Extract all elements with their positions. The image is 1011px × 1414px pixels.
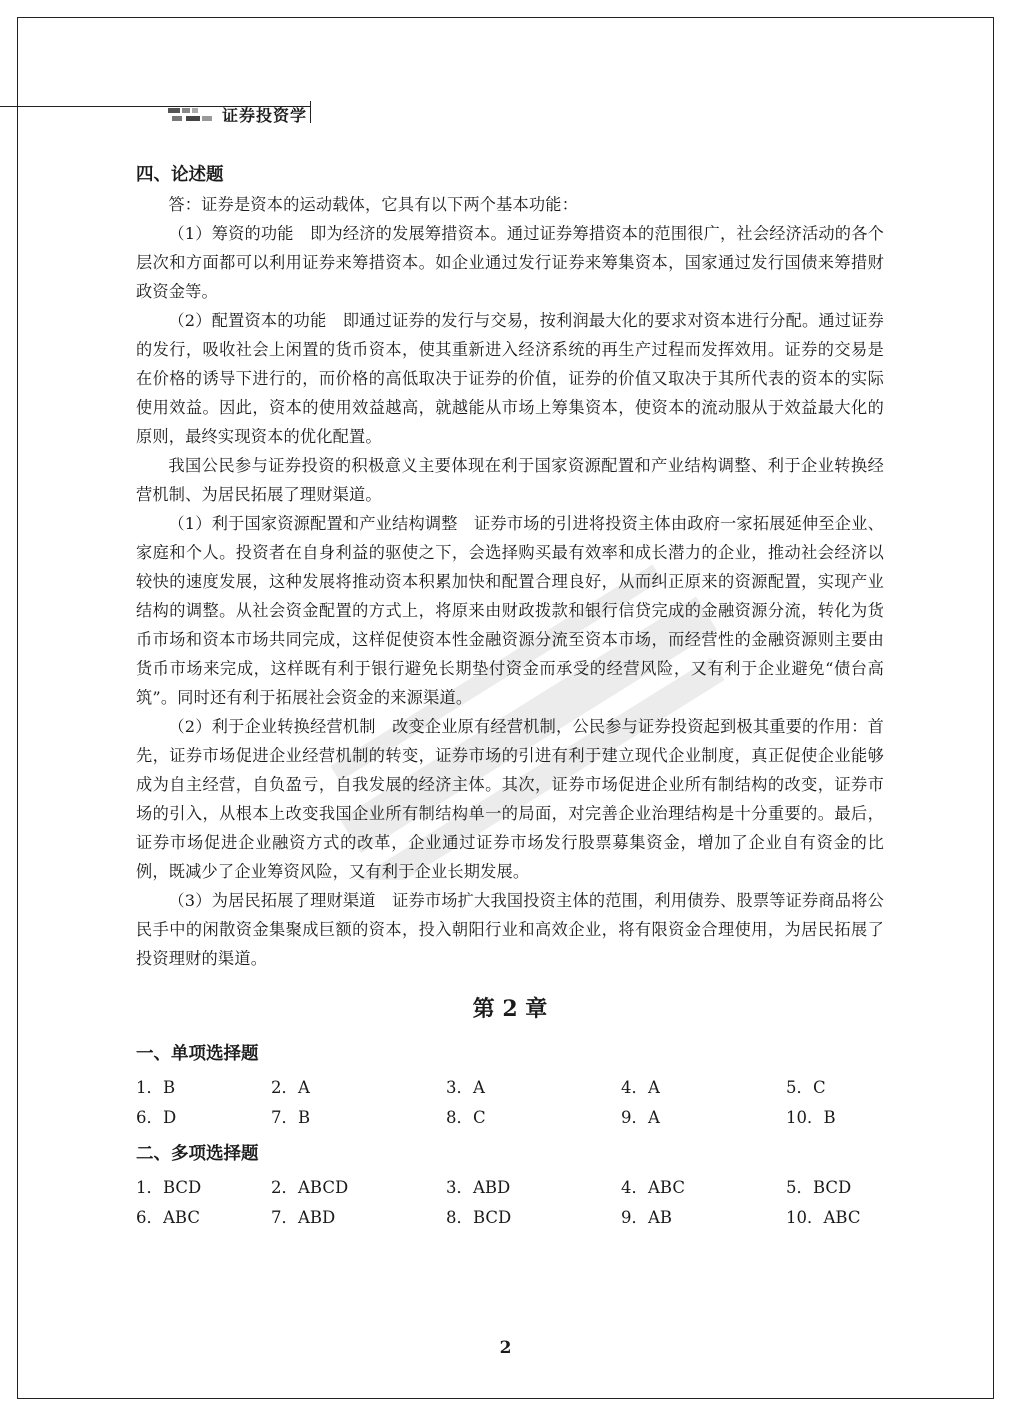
- answer-item: 3．A: [446, 1078, 485, 1097]
- paragraph-financing-function: （1）筹资的功能 即为经济的发展筹措资本。通过证券筹措资本的范围很广，社会经济活动的各个层次和方面都可以利用证券来筹措资本。如企业通过发行证券来筹集资本，国家通过发行国债来筹措财政资金等。: [136, 224, 884, 301]
- answer-item: 5．C: [786, 1078, 826, 1097]
- section-heading-essay: 四、论述题: [136, 165, 224, 185]
- chapter-title: 第 2 章: [472, 996, 548, 1022]
- answer-item: 6．D: [136, 1108, 177, 1127]
- answer-item: 3．ABD: [446, 1178, 511, 1197]
- paragraph-significance-intro: 我国公民参与证券投资的积极意义主要体现在利于国家资源配置和产业结构调整、利于企业转换经营机制、为居民拓展了理财渠道。: [136, 456, 884, 504]
- answer-item: 4．A: [621, 1078, 660, 1097]
- answer-item: 1．BCD: [136, 1178, 202, 1197]
- page-content: [136, 160, 884, 1239]
- paragraph-resource-allocation: （1）利于国家资源配置和产业结构调整 证券市场的引进将投资主体由政府一家拓展延伸至企业、家庭和个人。投资者在自身利益的驱使之下，会选择购买最有效率和成长潜力的企业，推动社会经济以较快的速度发展，这种发展将推动资本积累加快和配置合理良好，从而纠正原来的资源配置，实现产业结构的调整。从社会资金配置的方式上，将原来由财政拨款和银行信贷完成的金融资源分流，转化为货币市场和资本市场共同完成，这样促使资本性金融资源分流至资本市场，而经营性的金融资源则主要由货币市场来完成，这样既有利于银行避免长期垫付资金而承受的经营风险，又有利于企业避免“债台高筑”。同时还有利于拓展社会资金的来源渠道。: [136, 514, 884, 707]
- section-heading-single-choice: 一、单项选择题: [136, 1044, 259, 1064]
- answer-item: 2．ABCD: [271, 1178, 349, 1197]
- answer-item: 6．ABC: [136, 1208, 200, 1227]
- multi-choice-answers: [136, 1173, 884, 1233]
- running-header-title: 证券投资学: [222, 106, 308, 125]
- single-choice-answers: [136, 1073, 884, 1133]
- answer-item: 1．B: [136, 1078, 176, 1097]
- answer-item: 4．ABC: [621, 1178, 685, 1197]
- answer-item: 5．BCD: [786, 1178, 852, 1197]
- header-divider: [310, 101, 311, 123]
- answer-item: 10．ABC: [786, 1208, 861, 1227]
- paragraph-enterprise-mechanism: （2）利于企业转换经营机制 改变企业原有经营机制，公民参与证券投资起到极其重要的作用：首先，证券市场促进企业经营机制的转变，证券市场的引进有利于建立现代企业制度，真正促使企业能够成为自主经营，自负盈亏，自我发展的经济主体。其次，证券市场促进企业所有制结构的改变，证券市场的引入，从根本上改变我国企业所有制结构单一的局面，对完善企业治理结构是十分重要的。最后，证券市场促进企业融资方式的改革，企业通过证券市场发行股票募集资金，增加了企业自有资金的比例，既减少了企业筹资风险，又有利于企业长期发展。: [136, 717, 884, 881]
- answer-item: 8．C: [446, 1108, 486, 1127]
- section-heading-multi-choice: 二、多项选择题: [136, 1144, 259, 1164]
- answer-item: 7．ABD: [271, 1208, 336, 1227]
- paragraph-wealth-channels: （3）为居民拓展了理财渠道 证券市场扩大我国投资主体的范围，利用债券、股票等证券商品将公民手中的闲散资金集聚成巨额的资本，投入朝阳行业和高效企业，将有限资金合理使用，为居民拓展了投资理财的渠道。: [136, 891, 884, 968]
- answer-item: 9．AB: [621, 1208, 673, 1227]
- paragraph-allocation-function: （2）配置资本的功能 即通过证券的发行与交易，按利润最大化的要求对资本进行分配。通过证券的发行，吸收社会上闲置的货币资本，使其重新进入经济系统的再生产过程而发挥效用。证券的交易是在价格的诱导下进行的，而价格的高低取决于证券的价值，证券的价值又取决于其所代表的资本的实际使用效益。因此，资本的使用效益越高，就越能从市场上筹集资本，使资本的流动服从于效益最大化的原则，最终实现资本的优化配置。: [136, 311, 884, 446]
- page-number: 2: [499, 1338, 512, 1358]
- answer-item: 8．BCD: [446, 1208, 512, 1227]
- answer-item: 10．B: [786, 1108, 836, 1127]
- answer-intro: 答：证券是资本的运动载体，它具有以下两个基本功能：: [168, 195, 579, 214]
- answer-item: 9．A: [621, 1108, 660, 1127]
- header-ornament-icon: [168, 106, 214, 124]
- answer-item: 7．B: [271, 1108, 311, 1127]
- answer-item: 2．A: [271, 1078, 310, 1097]
